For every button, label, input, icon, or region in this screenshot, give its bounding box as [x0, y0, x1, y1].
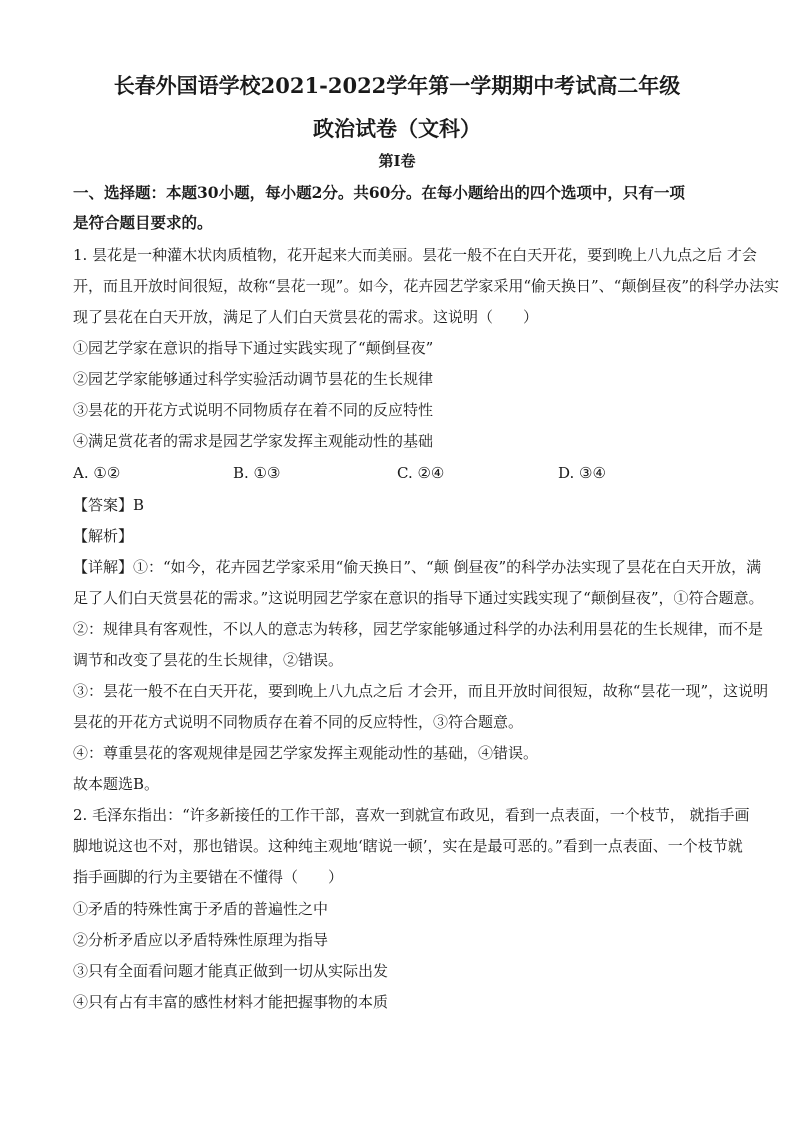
q1-detail-line-3: ②：规律具有客观性，不以人的意志为转移，园艺学家能够通过科学的办法利用昙花的生长规律，而不是: [73, 620, 764, 638]
q1-detail-text-1: ①：“如今，花卉园艺学家采用“偷天换日”、“颠 倒昼夜”的科学办法实现了昙花在白天开放，满: [133, 558, 762, 576]
q1-statement-1: ①园艺学家在意识的指导下通过实践实现了“颠倒昼夜”: [73, 339, 434, 357]
q1-detail-line-6: 昙花的开花方式说明不同物质存在着不同的反应特性，③符合题意。: [73, 713, 524, 731]
q2-statement-2: ②分析矛盾应以矛盾特殊性原理为指导: [73, 931, 329, 949]
q1-option-a: A. ①②: [73, 464, 121, 482]
exam-title: 长春外国语学校2021-2022学年第一学期期中考试高二年级: [113, 73, 681, 98]
q1-detail-conclusion: 故本题选B。: [73, 775, 160, 793]
q1-stem-line-1: 1. 昙花是一种灌木状肉质植物，花开起来大而美丽。昙花一般不在白天开花，要到晚上八九点之后 才会: [73, 246, 757, 264]
q1-detail-line-2: 足了人们白天赏昙花的需求。”这说明园艺学家在意识的指导下通过实践实现了“颠倒昼夜”，①符合题意。: [73, 589, 764, 607]
section-instructions-line-2: 是符合题目要求的。: [73, 213, 213, 232]
q1-detail-line-1: [73, 557, 761, 577]
q1-stem-line-3: 现了昙花在白天开放，满足了人们白天赏昙花的需求。这说明（ ）: [73, 308, 539, 326]
q2-statement-4: ④只有占有丰富的感性材料才能把握事物的本质: [73, 993, 389, 1011]
volume-label: 第Ⅰ卷: [378, 152, 416, 170]
q1-statement-2: ②园艺学家能够通过科学实验活动调节昙花的生长规律: [73, 370, 434, 388]
q1-detail-line-5: ③：昙花一般不在白天开花，要到晚上八九点之后 才会开，而且开放时间很短，故称“昙花一现”，这说明: [73, 682, 769, 700]
q1-option-b: B. ①③: [233, 464, 281, 482]
q2-stem-line-2: 脚地说这也不对，那也错误。这种纯主观地‘瞎说一顿’，实在是最可恶的。”看到一点表面、一个枝节就: [73, 837, 743, 855]
q1-detail-line-4: 调节和改变了昙花的生长规律，②错误。: [73, 651, 344, 669]
q1-stem-line-2: 开，而且开放时间很短，故称“昙花一现”。如今，花卉园艺学家采用“偷天换日”、“颠倒昼夜”的科学办法实: [73, 277, 780, 295]
q1-statement-3: ③昙花的开花方式说明不同物质存在着不同的反应特性: [73, 401, 434, 419]
q1-option-c: C. ②④: [397, 464, 445, 482]
q1-answer: 【答案】B: [73, 496, 145, 514]
q1-statement-4: ④满足赏花者的需求是园艺学家发挥主观能动性的基础: [73, 432, 434, 450]
q2-statement-3: ③只有全面看问题才能真正做到一切从实际出发: [73, 962, 389, 980]
q2-statement-1: ①矛盾的特殊性寓于矛盾的普遍性之中: [73, 900, 329, 918]
section-instructions-line-1: 一、选择题：本题30小题，每小题2分。共60分。在每小题给出的四个选项中，只有一项: [73, 183, 685, 202]
exam-subtitle: 政治试卷（文科）: [313, 116, 481, 141]
q2-stem-line-1: 2. 毛泽东指出：“许多新接任的工作干部，喜欢一到就宣布政见，看到一点表面，一个枝节， 就指手画: [73, 806, 750, 824]
q1-option-d: D. ③④: [558, 464, 606, 482]
q2-stem-line-3: 指手画脚的行为主要错在不懂得（ ）: [73, 868, 344, 886]
q1-detail-label: 【详解】: [73, 558, 134, 576]
q1-analysis-label: 【解析】: [73, 527, 134, 545]
q1-detail-line-7: ④：尊重昙花的客观规律是园艺学家发挥主观能动性的基础，④错误。: [73, 744, 539, 762]
